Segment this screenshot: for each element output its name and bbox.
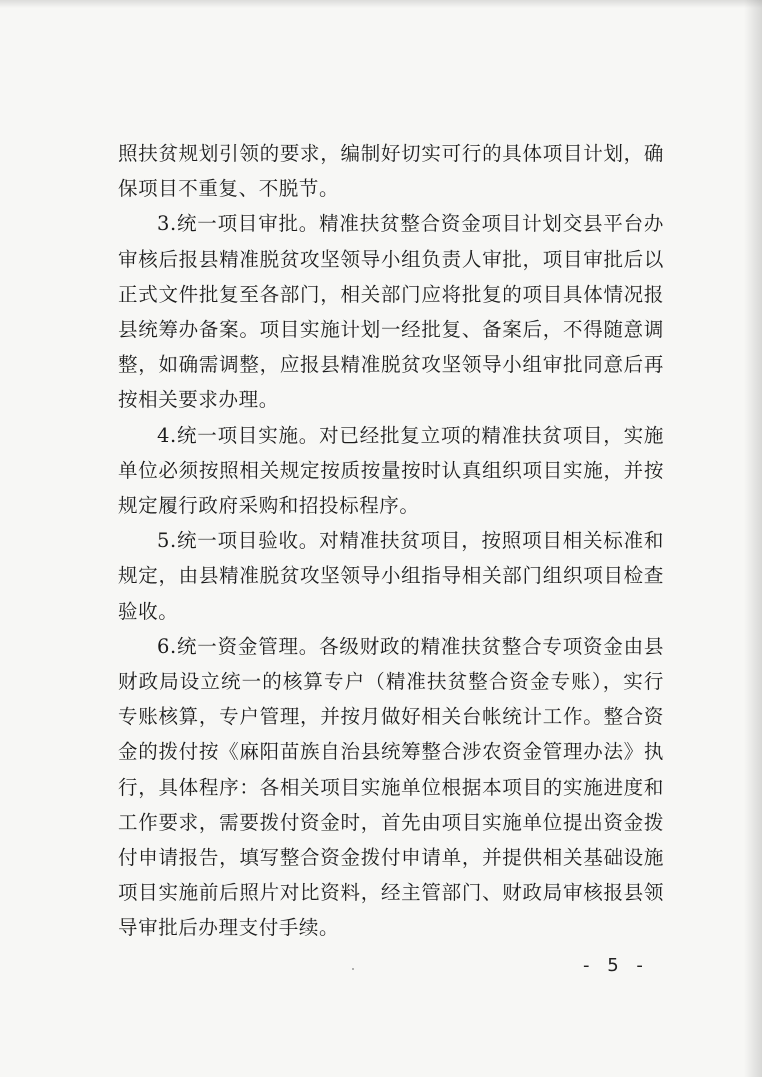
paragraph-project-implementation: 4.统一项目实施。对已经批复立项的精准扶贫项目，实施单位必须按照相关规定按质按量按时认真组织项目实施，并按规定履行政府采购和招投标程序。 (118, 423, 664, 518)
scan-edge-top (0, 0, 762, 8)
paragraph-project-acceptance: 5.统一项目验收。对精准扶贫项目，按照项目相关标准和规定，由县精准脱贫攻坚领导小组指导相关部门组织项目检查验收。 (118, 529, 664, 623)
scan-speck (352, 968, 354, 970)
paragraph-project-approval: 3.统一项目审批。精准扶贫整合资金项目计划交县平台办审核后报县精准脱贫攻坚领导小组负责人审批，项目审批后以正式文件批复至各部门，相关部门应将批复的项目具体情况报县统筹办备案。项目实施计划一经批复、备案后，不得随意调整，如确需调整，应报县精准脱贫攻坚领导小组审批同意后再按相关要求办理。 (118, 212, 664, 412)
scan-edge-right (744, 0, 762, 1077)
page-number: - 5 - (583, 955, 649, 976)
body-text (118, 136, 664, 946)
paragraph-fund-management: 6.统一资金管理。各级财政的精准扶贫整合专项资金由县财政局设立统一的核算专户（精准扶贫整合资金专账），实行专账核算，专户管理，并按月做好相关台帐统计工作。整合资金的拨付按《麻阳苗族自治县统筹整合涉农资金管理办法》执行，具体程序：各相关项目实施单位根据本项目的实施进度和工作要求，需要拨付资金时，首先由项目实施单位提出资金拨付申请报告，填写整合资金拨付申请单，并提供相关基础设施项目实施前后照片对比资料，经主管部门、财政局审核报县领导审批后办理支付手续。 (118, 634, 664, 940)
paragraph-continuation: 照扶贫规划引领的要求，编制好切实可行的具体项目计划，确保项目不重复、不脱节。 (118, 142, 664, 201)
